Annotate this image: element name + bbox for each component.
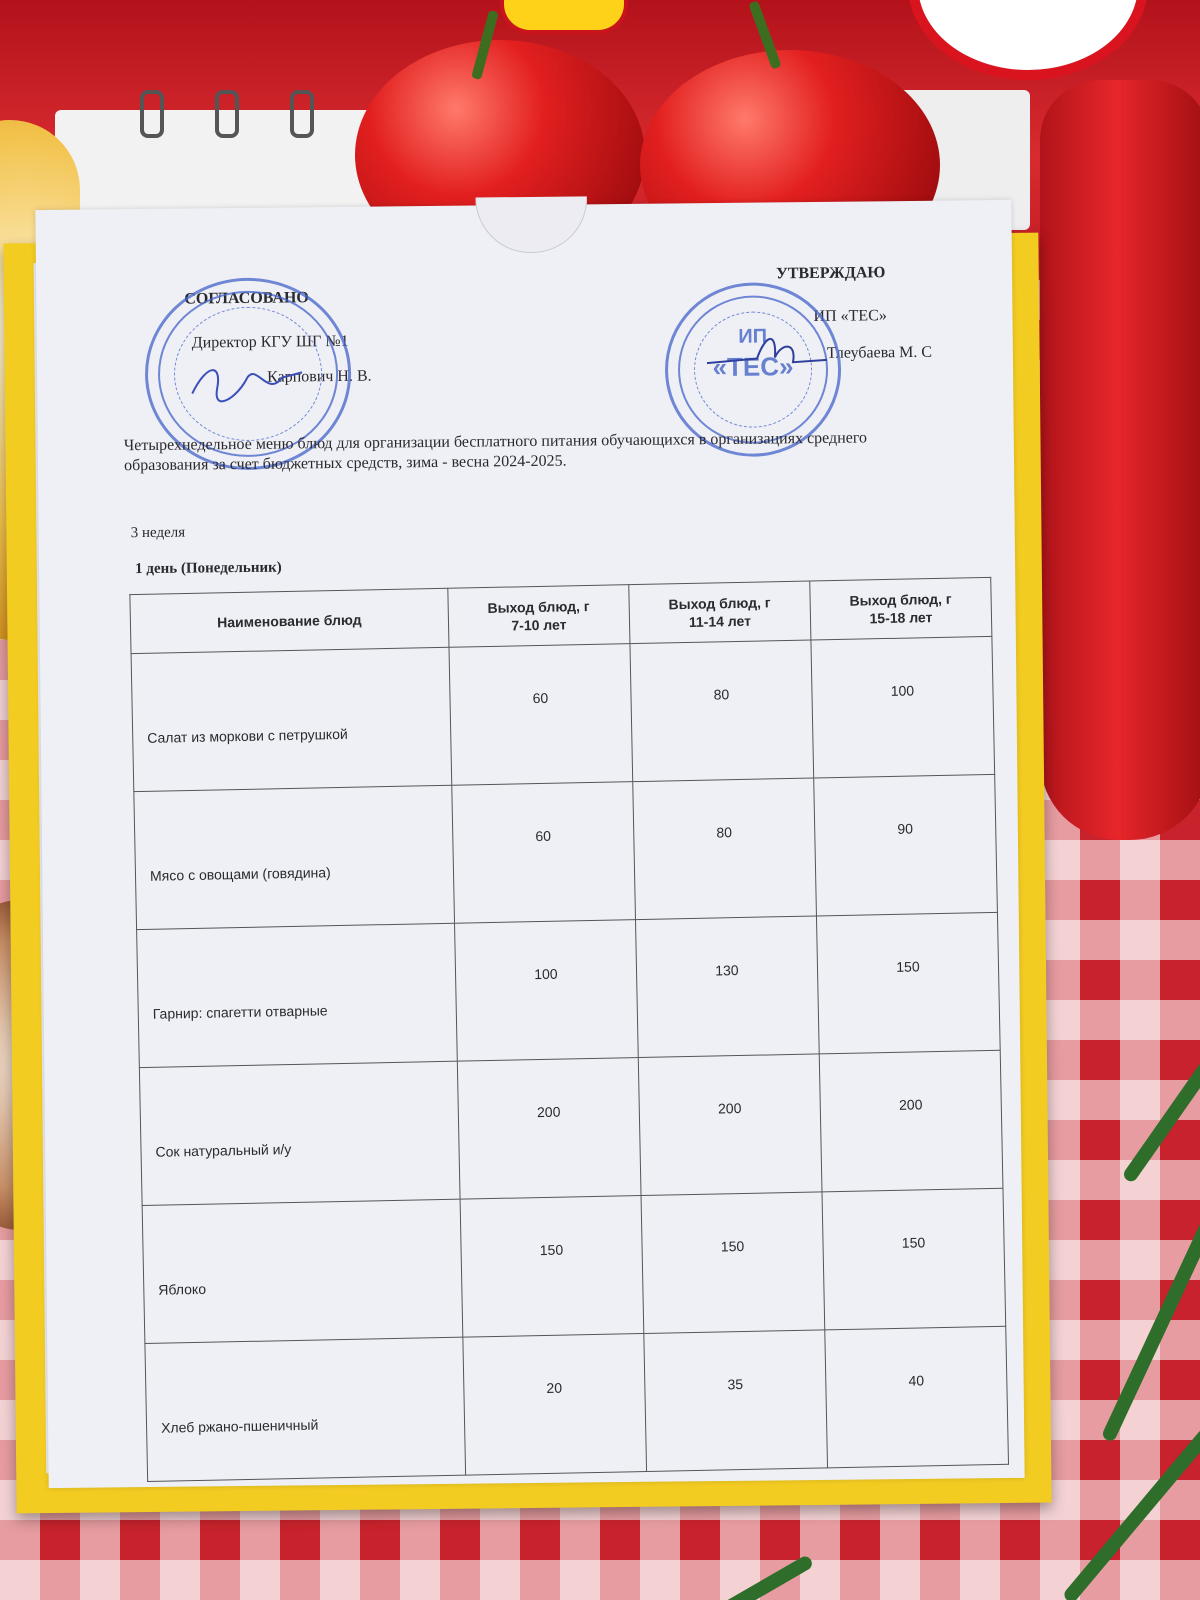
dish-name: Мясо с овощами (говядина) — [134, 785, 455, 929]
week-label: 3 неделя — [130, 524, 186, 542]
portion-7-10: 60 — [449, 644, 633, 786]
portion-15-18: 150 — [822, 1188, 1006, 1330]
table-row — [145, 1326, 1009, 1481]
portion-7-10: 150 — [460, 1196, 644, 1338]
portion-11-14: 35 — [644, 1330, 828, 1472]
portion-7-10: 20 — [463, 1334, 647, 1476]
table-row — [139, 1050, 1003, 1205]
company-stamp-label: «ТЕС» — [712, 351, 794, 383]
header-age-15-18: Выход блюд, г 15-18 лет — [810, 577, 992, 640]
approved-left-heading: СОГЛАСОВАНО — [184, 289, 309, 308]
portion-15-18: 200 — [819, 1050, 1003, 1192]
table-row — [134, 774, 998, 929]
dish-name: Гарнир: спагетти отварные — [137, 923, 458, 1067]
signature-left — [187, 357, 308, 408]
calendar-ring — [140, 90, 164, 138]
portion-11-14: 150 — [641, 1192, 825, 1334]
herb-illustration — [1121, 1012, 1200, 1184]
herb-illustration — [1101, 1201, 1200, 1443]
menu-sheet — [35, 200, 1024, 1488]
day-label: 1 день (Понедельник) — [135, 559, 282, 578]
dish-name: Салат из моркови с петрушкой — [131, 647, 452, 791]
portion-11-14: 130 — [635, 916, 819, 1058]
portion-15-18: 150 — [816, 912, 1000, 1054]
header-dish-name: Наименование блюд — [130, 588, 449, 653]
calendar-ring — [215, 90, 239, 138]
dish-name: Хлеб ржано-пшеничный — [145, 1337, 466, 1481]
portion-11-14: 80 — [630, 640, 814, 782]
dish-name: Яблоко — [142, 1199, 463, 1343]
approved-right-company: ИП «ТЕС» — [813, 307, 887, 326]
header-age-7-10: Выход блюд, г 7-10 лет — [448, 585, 630, 648]
approved-left-name: Карпович Н. В. — [267, 367, 372, 386]
menu-table — [129, 577, 1009, 1482]
portion-11-14: 80 — [633, 778, 817, 920]
portion-15-18: 40 — [825, 1326, 1009, 1468]
pepper-illustration — [1040, 80, 1200, 840]
menu-title-line2: образования за счет бюджетных средств, зима - весна 2024-2025. — [123, 452, 567, 475]
holder-notch — [475, 196, 588, 253]
portion-7-10: 60 — [452, 782, 636, 924]
approved-right-name: Тлеубаева М. С — [826, 343, 933, 362]
portion-15-18: 90 — [814, 774, 998, 916]
table-row — [137, 912, 1001, 1067]
portion-7-10: 200 — [457, 1058, 641, 1200]
herb-illustration — [704, 1554, 815, 1600]
approved-right-heading: УТВЕРЖДАЮ — [775, 264, 886, 283]
company-stamp-top: ИП — [738, 325, 768, 348]
poster-logo-fragment — [500, 0, 628, 34]
portion-11-14: 200 — [638, 1054, 822, 1196]
approved-left-position: Директор КГУ ШГ №1 — [191, 332, 349, 352]
dish-name: Сок натуральный и/у — [139, 1061, 460, 1205]
signature-right — [697, 322, 838, 383]
menu-title-line1: Четырехнедельное меню блюд для организации бесплатного питания обучающихся в организациях среднего — [123, 429, 868, 455]
table-row — [142, 1188, 1006, 1343]
portion-7-10: 100 — [454, 920, 638, 1062]
header-age-11-14: Выход блюд, г 11-14 лет — [629, 581, 811, 644]
portion-15-18: 100 — [811, 636, 995, 778]
table-row — [131, 636, 995, 791]
herb-illustration — [1062, 1427, 1200, 1600]
calendar-ring — [290, 90, 314, 138]
